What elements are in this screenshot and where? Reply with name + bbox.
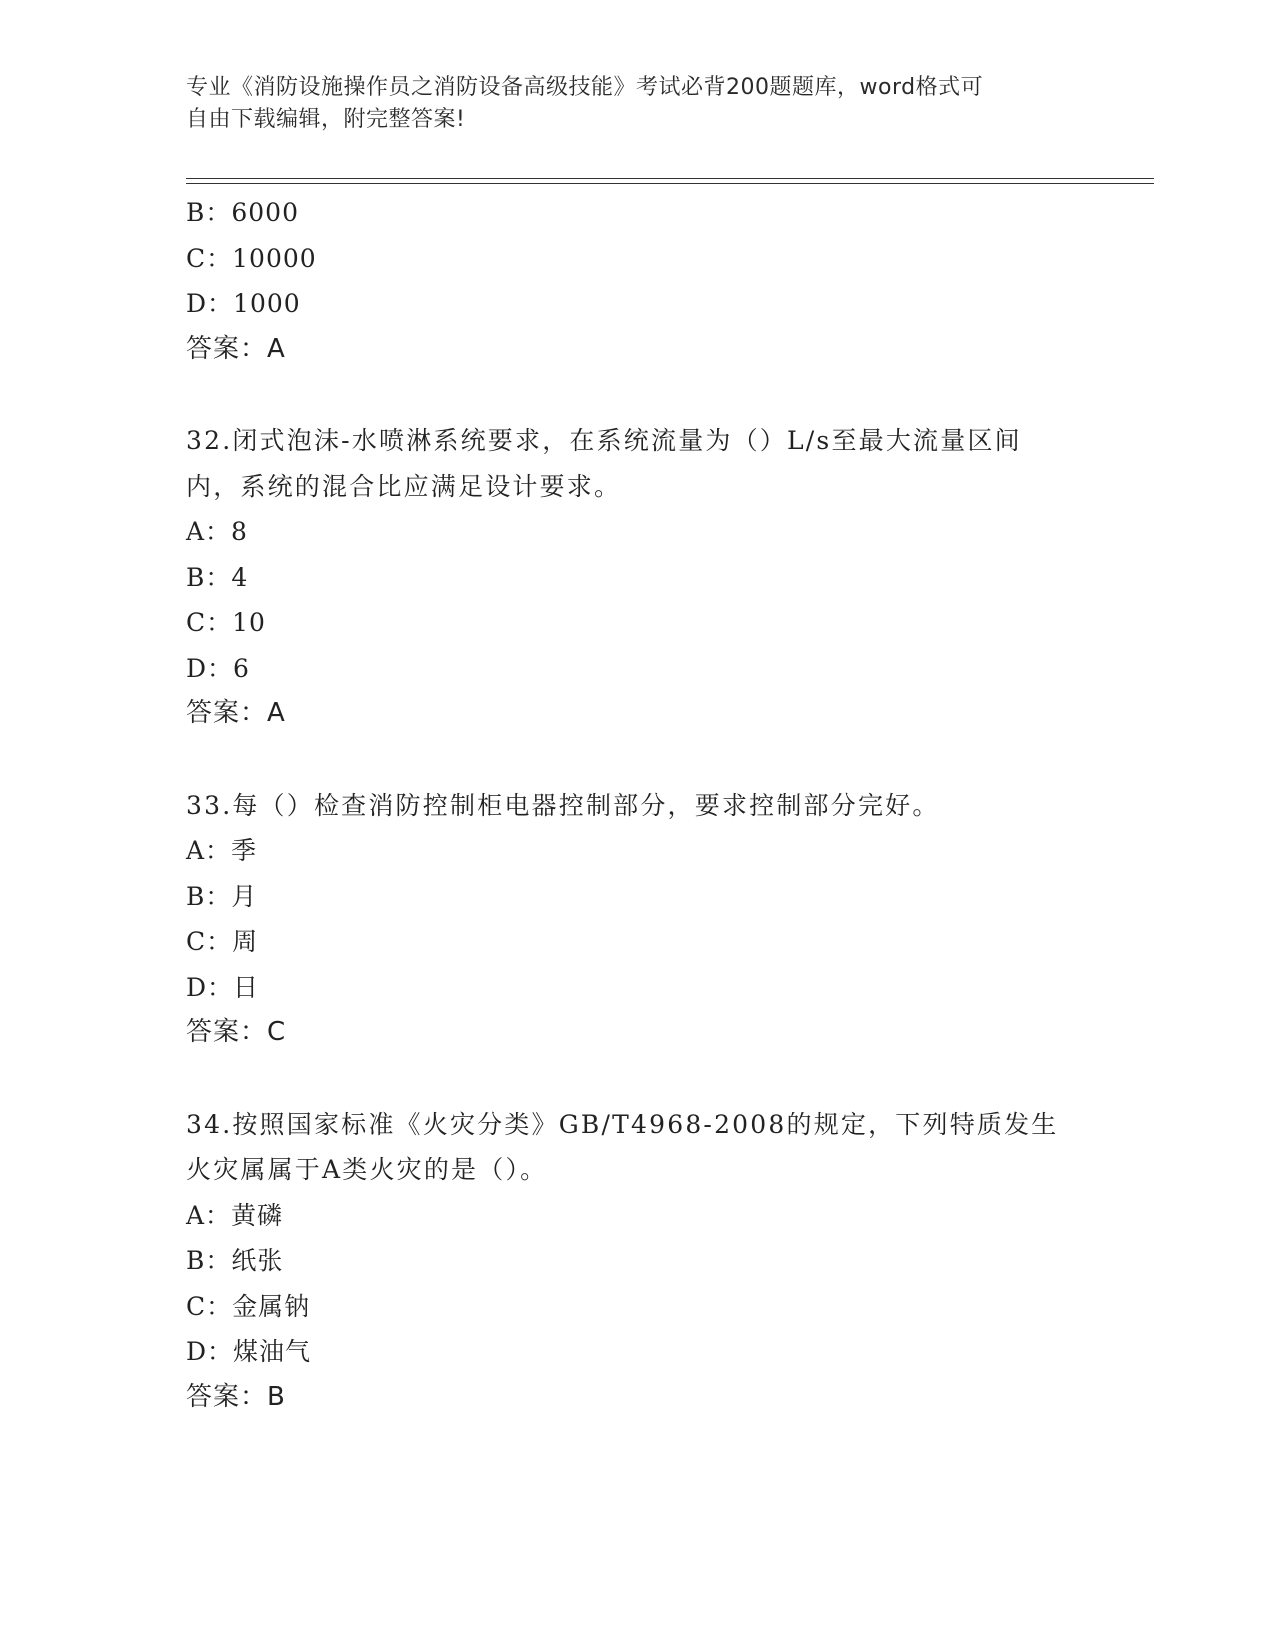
option-d: D：6: [186, 653, 250, 683]
option-d: D：1000: [186, 289, 301, 318]
option-a: A：8: [186, 517, 248, 546]
question-list: [186, 190, 1086, 1420]
option-b: B：纸张: [186, 1246, 284, 1275]
answer-line: 答案：A: [186, 698, 286, 728]
header-divider-bottom: [186, 183, 1154, 184]
spacer: [186, 1056, 1086, 1102]
option-d: D：煤油气: [186, 1337, 312, 1366]
option-c: C：10000: [186, 243, 317, 273]
answer-line: 答案：A: [186, 333, 286, 364]
question-text-line-2: 内，系统的混合比应满足设计要求。: [186, 471, 622, 501]
spacer: [186, 737, 1086, 783]
option-c: C：10: [186, 608, 266, 637]
page-header: [186, 72, 1086, 136]
option-a: A：黄磷: [186, 1200, 284, 1230]
option-b: B：月: [186, 881, 258, 911]
option-c: C：金属钠: [186, 1291, 311, 1321]
question-31-tail: [186, 190, 1086, 372]
answer-line: 答案：C: [186, 1017, 287, 1047]
option-b: B：4: [186, 562, 249, 592]
question-text-line-1: 34.按照国家标准《火灾分类》GB/T4968-2008的规定，下列特质发生: [186, 1109, 1059, 1139]
question-34: [186, 1102, 1086, 1421]
header-line-1: 专业《消防设施操作员之消防设备高级技能》考试必背200题题库，word格式可: [186, 75, 984, 100]
question-33: [186, 783, 1086, 1056]
option-a: A：季: [186, 836, 258, 865]
header-divider-top: [186, 178, 1154, 179]
question-text-line-1: 32.闭式泡沫-水喷淋系统要求，在系统流量为（）L/s至最大流量区间: [186, 426, 1022, 455]
question-text-line-2: 火灾属属于A类火灾的是（）。: [186, 1155, 548, 1184]
spacer: [186, 372, 1086, 418]
header-line-2: 自由下载编辑，附完整答案!: [186, 107, 466, 132]
question-text-line-1: 33.每（）检查消防控制柜电器控制部分，要求控制部分完好。: [186, 790, 940, 820]
option-c: C：周: [186, 927, 259, 956]
answer-line: 答案：B: [186, 1381, 286, 1412]
option-b: B：6000: [186, 198, 299, 227]
option-d: D：日: [186, 972, 260, 1002]
question-32: [186, 418, 1086, 737]
